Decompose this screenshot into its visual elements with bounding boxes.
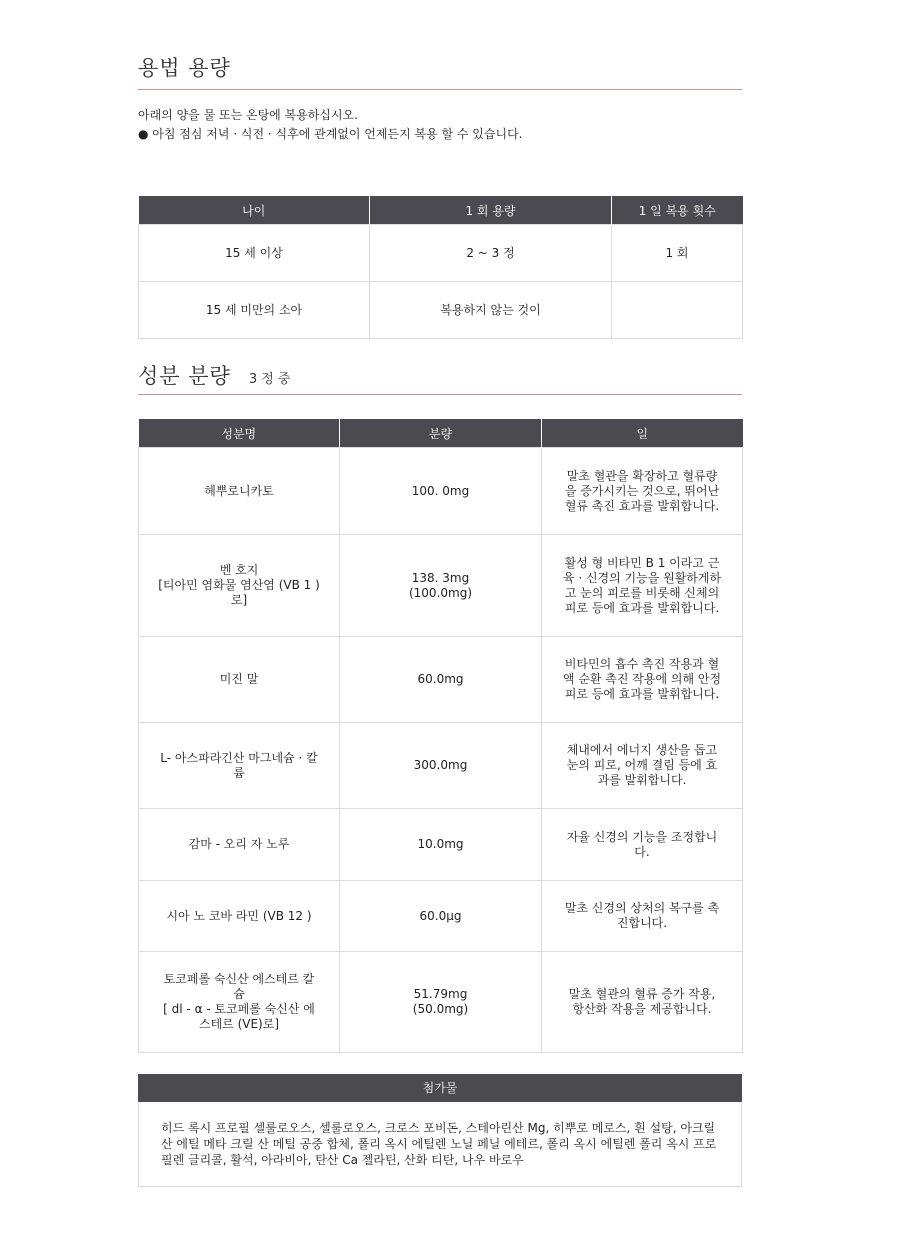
cell-amount: 138. 3mg (100.0mg) (340, 535, 542, 637)
cell-dose: 2 ~ 3 정 (370, 225, 612, 282)
ingredients-subtitle: 3 정 중 (248, 372, 291, 387)
usage-title-divider (138, 89, 742, 90)
table-row (139, 448, 743, 535)
table-row (139, 723, 743, 809)
dosage-table-header (139, 196, 743, 225)
cell-effect: 활성 형 비타민 B 1 이라고 근 육 · 신경의 기능을 원활하게하 고 눈의 피로를 비롯해 신체의 피로 등에 효과를 발휘합니다. (542, 535, 743, 637)
additives-body (138, 1102, 742, 1187)
additives-header: 첨가물 (138, 1074, 742, 1102)
table-row (139, 952, 743, 1053)
additives-text: 히드 록시 프로필 셀룰로오스, 셀룰로오스, 크로스 포비돈, 스테아린산 Mg, 히뿌로 메로스, 흰 설탕, 아크릴 산 에틸 메타 크릴 산 메틸 공중 합체, 폴리 옥시 에틸렌 노닐 페닐 에테르, 폴리 옥시 에틸렌 폴리 옥시 프로필렌 글리콜, 활석, 아라비아, 탄산 Ca 젤라틴, 산화 티탄, 나우 바로우 (161, 1121, 717, 1167)
cell-amount: 60.0μg (340, 881, 542, 952)
cell-amount: 100. 0mg (340, 448, 542, 535)
ingredients-title-divider (138, 394, 742, 395)
table-row (139, 225, 743, 282)
cell-effect: 체내에서 에너지 생산을 돕고 눈의 피로, 어깨 결림 등에 효 과를 발휘합니다. (542, 723, 743, 809)
ingredients-section-title (138, 360, 742, 390)
cell-amount: 60.0mg (340, 637, 542, 723)
cell-frequency (612, 282, 743, 339)
usage-intro-line1: 아래의 양을 물 또는 온탕에 복용하십시오. (138, 108, 358, 122)
cell-effect: 자율 신경의 기능을 조정합니 다. (542, 809, 743, 881)
column-header-times-per-day: 1 일 복용 횟수 (612, 196, 743, 225)
cell-age: 15 세 미만의 소아 (139, 282, 370, 339)
usage-intro (138, 106, 742, 144)
cell-amount: 10.0mg (340, 809, 542, 881)
cell-ingredient-name: L- 아스파라긴산 마그네슘 · 칼 륨 (139, 723, 340, 809)
cell-ingredient-name: 감마 - 오리 자 노루 (139, 809, 340, 881)
table-row (139, 809, 743, 881)
column-header-effect: 일 (542, 419, 743, 448)
ingredients-table-header (139, 419, 743, 448)
cell-ingredient-name: 미진 말 (139, 637, 340, 723)
table-row (139, 535, 743, 637)
column-header-dose-per-time: 1 회 용량 (370, 196, 612, 225)
ingredients-title: 성분 분량 (138, 364, 231, 388)
column-header-amount: 분량 (340, 419, 542, 448)
usage-title: 용법 용량 (138, 56, 231, 80)
usage-intro-line2: ● 아침 점심 저녁 · 식전 · 식후에 관계없이 언제든지 복용 할 수 있습니다. (138, 127, 523, 141)
table-row (139, 282, 743, 339)
cell-ingredient-name: 토코페롤 숙신산 에스테르 칼 슘 [ dl - α - 토코페롤 숙신산 에 스테르 (VE)로] (139, 952, 340, 1053)
cell-ingredient-name: 시아 노 코바 라민 (VB 12 ) (139, 881, 340, 952)
cell-age: 15 세 이상 (139, 225, 370, 282)
cell-ingredient-name: 헤뿌로니카토 (139, 448, 340, 535)
cell-amount: 300.0mg (340, 723, 542, 809)
cell-effect: 비타민의 흡수 촉진 작용과 혈 액 순환 촉진 작용에 의해 안정 피로 등에 효과를 발휘합니다. (542, 637, 743, 723)
cell-effect: 말초 혈관의 혈류 증가 작용, 항산화 작용을 제공합니다. (542, 952, 743, 1053)
column-header-ingredient-name: 성분명 (139, 419, 340, 448)
cell-frequency: 1 회 (612, 225, 743, 282)
ingredients-table (138, 419, 743, 1053)
cell-effect: 말초 신경의 상처의 복구를 촉 진합니다. (542, 881, 743, 952)
table-row (139, 637, 743, 723)
additives-box (138, 1074, 742, 1187)
cell-dose: 복용하지 않는 것이 (370, 282, 612, 339)
cell-ingredient-name: 벤 호지 [티아민 염화물 염산염 (VB 1 ) 로] (139, 535, 340, 637)
dosage-table (138, 196, 743, 339)
usage-section-title (138, 52, 742, 82)
cell-amount: 51.79mg (50.0mg) (340, 952, 542, 1053)
cell-effect: 말초 혈관을 확장하고 혈류량 을 증가시키는 것으로, 뛰어난 혈류 촉진 효과를 발휘합니다. (542, 448, 743, 535)
table-row (139, 881, 743, 952)
column-header-age: 나이 (139, 196, 370, 225)
